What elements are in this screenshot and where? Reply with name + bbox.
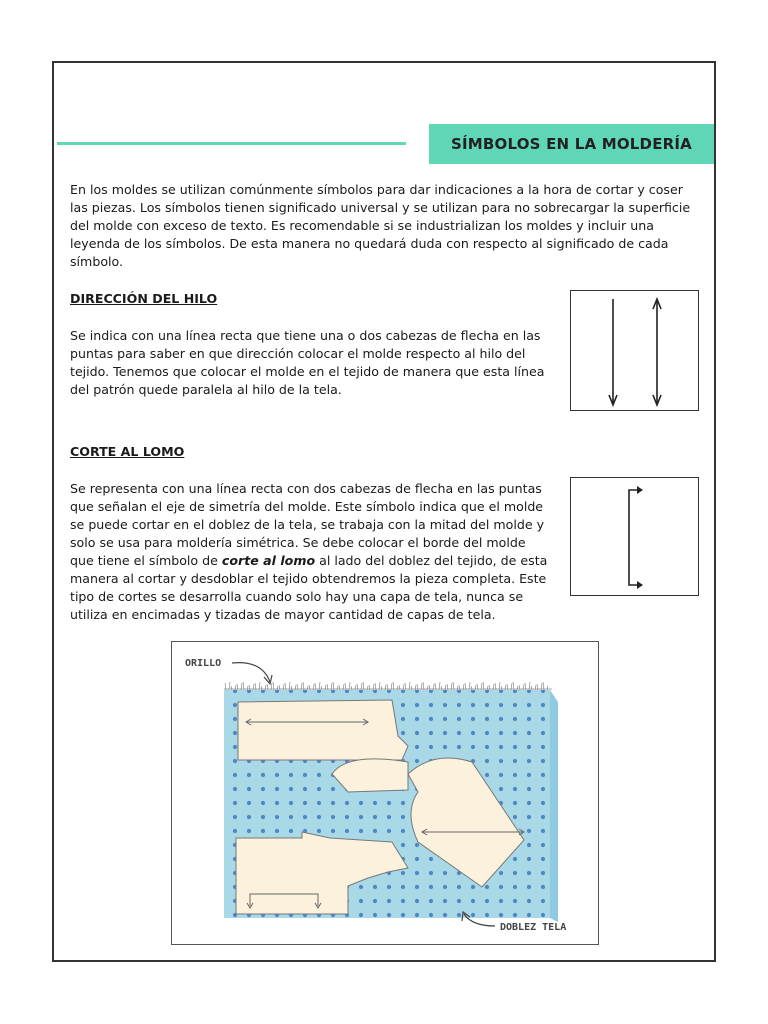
grain-line-symbol-box xyxy=(570,290,699,411)
section-heading-place-on-fold: CORTE AL LOMO xyxy=(70,444,185,459)
section-body-grain-line: Se indica con una línea recta que tiene una o dos cabezas de flecha en las puntas para saber en que dirección colocar el molde respecto al hilo del tejido. Tenemos que colocar el molde en el tejido de manera que esta línea del patrón quede paralela al hilo de la tela. xyxy=(70,328,545,397)
pattern-layout-illustration xyxy=(171,641,599,945)
place-on-fold-bracket-icon xyxy=(571,478,698,595)
selvage-label: ORILLO xyxy=(185,658,222,669)
grain-line-arrows-icon xyxy=(571,291,698,410)
section-heading-grain-line: DIRECCIÓN DEL HILO xyxy=(70,291,218,306)
fold-label: DOBLEZ TELA xyxy=(500,922,567,933)
emphasis-place-on-fold: corte al lomo xyxy=(221,553,316,568)
title-banner xyxy=(429,124,714,164)
section-body-place-on-fold: Se representa con una línea recta con dos cabezas de flecha en las puntas que señalan el eje de simetría del molde. Este símbolo indica que el molde se puede cortar en el doblez de la tela, se trabaja con la mitad del molde y solo se usa para moldería simétrica. Se debe colocar el borde del molde que tiene el símbolo de corte al lomo al lado del doblez del tejido, de esta manera al cortar y desdoblar el tejido obtendremos la pieza completa. Este tipo de cortes se desarrolla cuando solo hay una capa de tela, nunca se utiliza en encimadas y tizadas de mayor cantidad de capas de tela. xyxy=(70,481,548,622)
place-on-fold-symbol-box xyxy=(570,477,699,596)
accent-rule xyxy=(57,142,406,145)
page-title: SÍMBOLOS EN LA MOLDERÍA xyxy=(451,135,692,153)
intro-paragraph: En los moldes se utilizan comúnmente símbolos para dar indicaciones a la hora de cortar y coser las piezas. Los símbolos tienen significado universal y se utilizan para no sobrecargar la superficie del molde con exceso de texto. Es recomendable si se industrializan los moldes y incluir una leyenda de los símbolos. De esta manera no quedará duda con respecto al significado de cada símbolo. xyxy=(70,182,691,269)
fabric-layout-drawing xyxy=(172,642,598,944)
